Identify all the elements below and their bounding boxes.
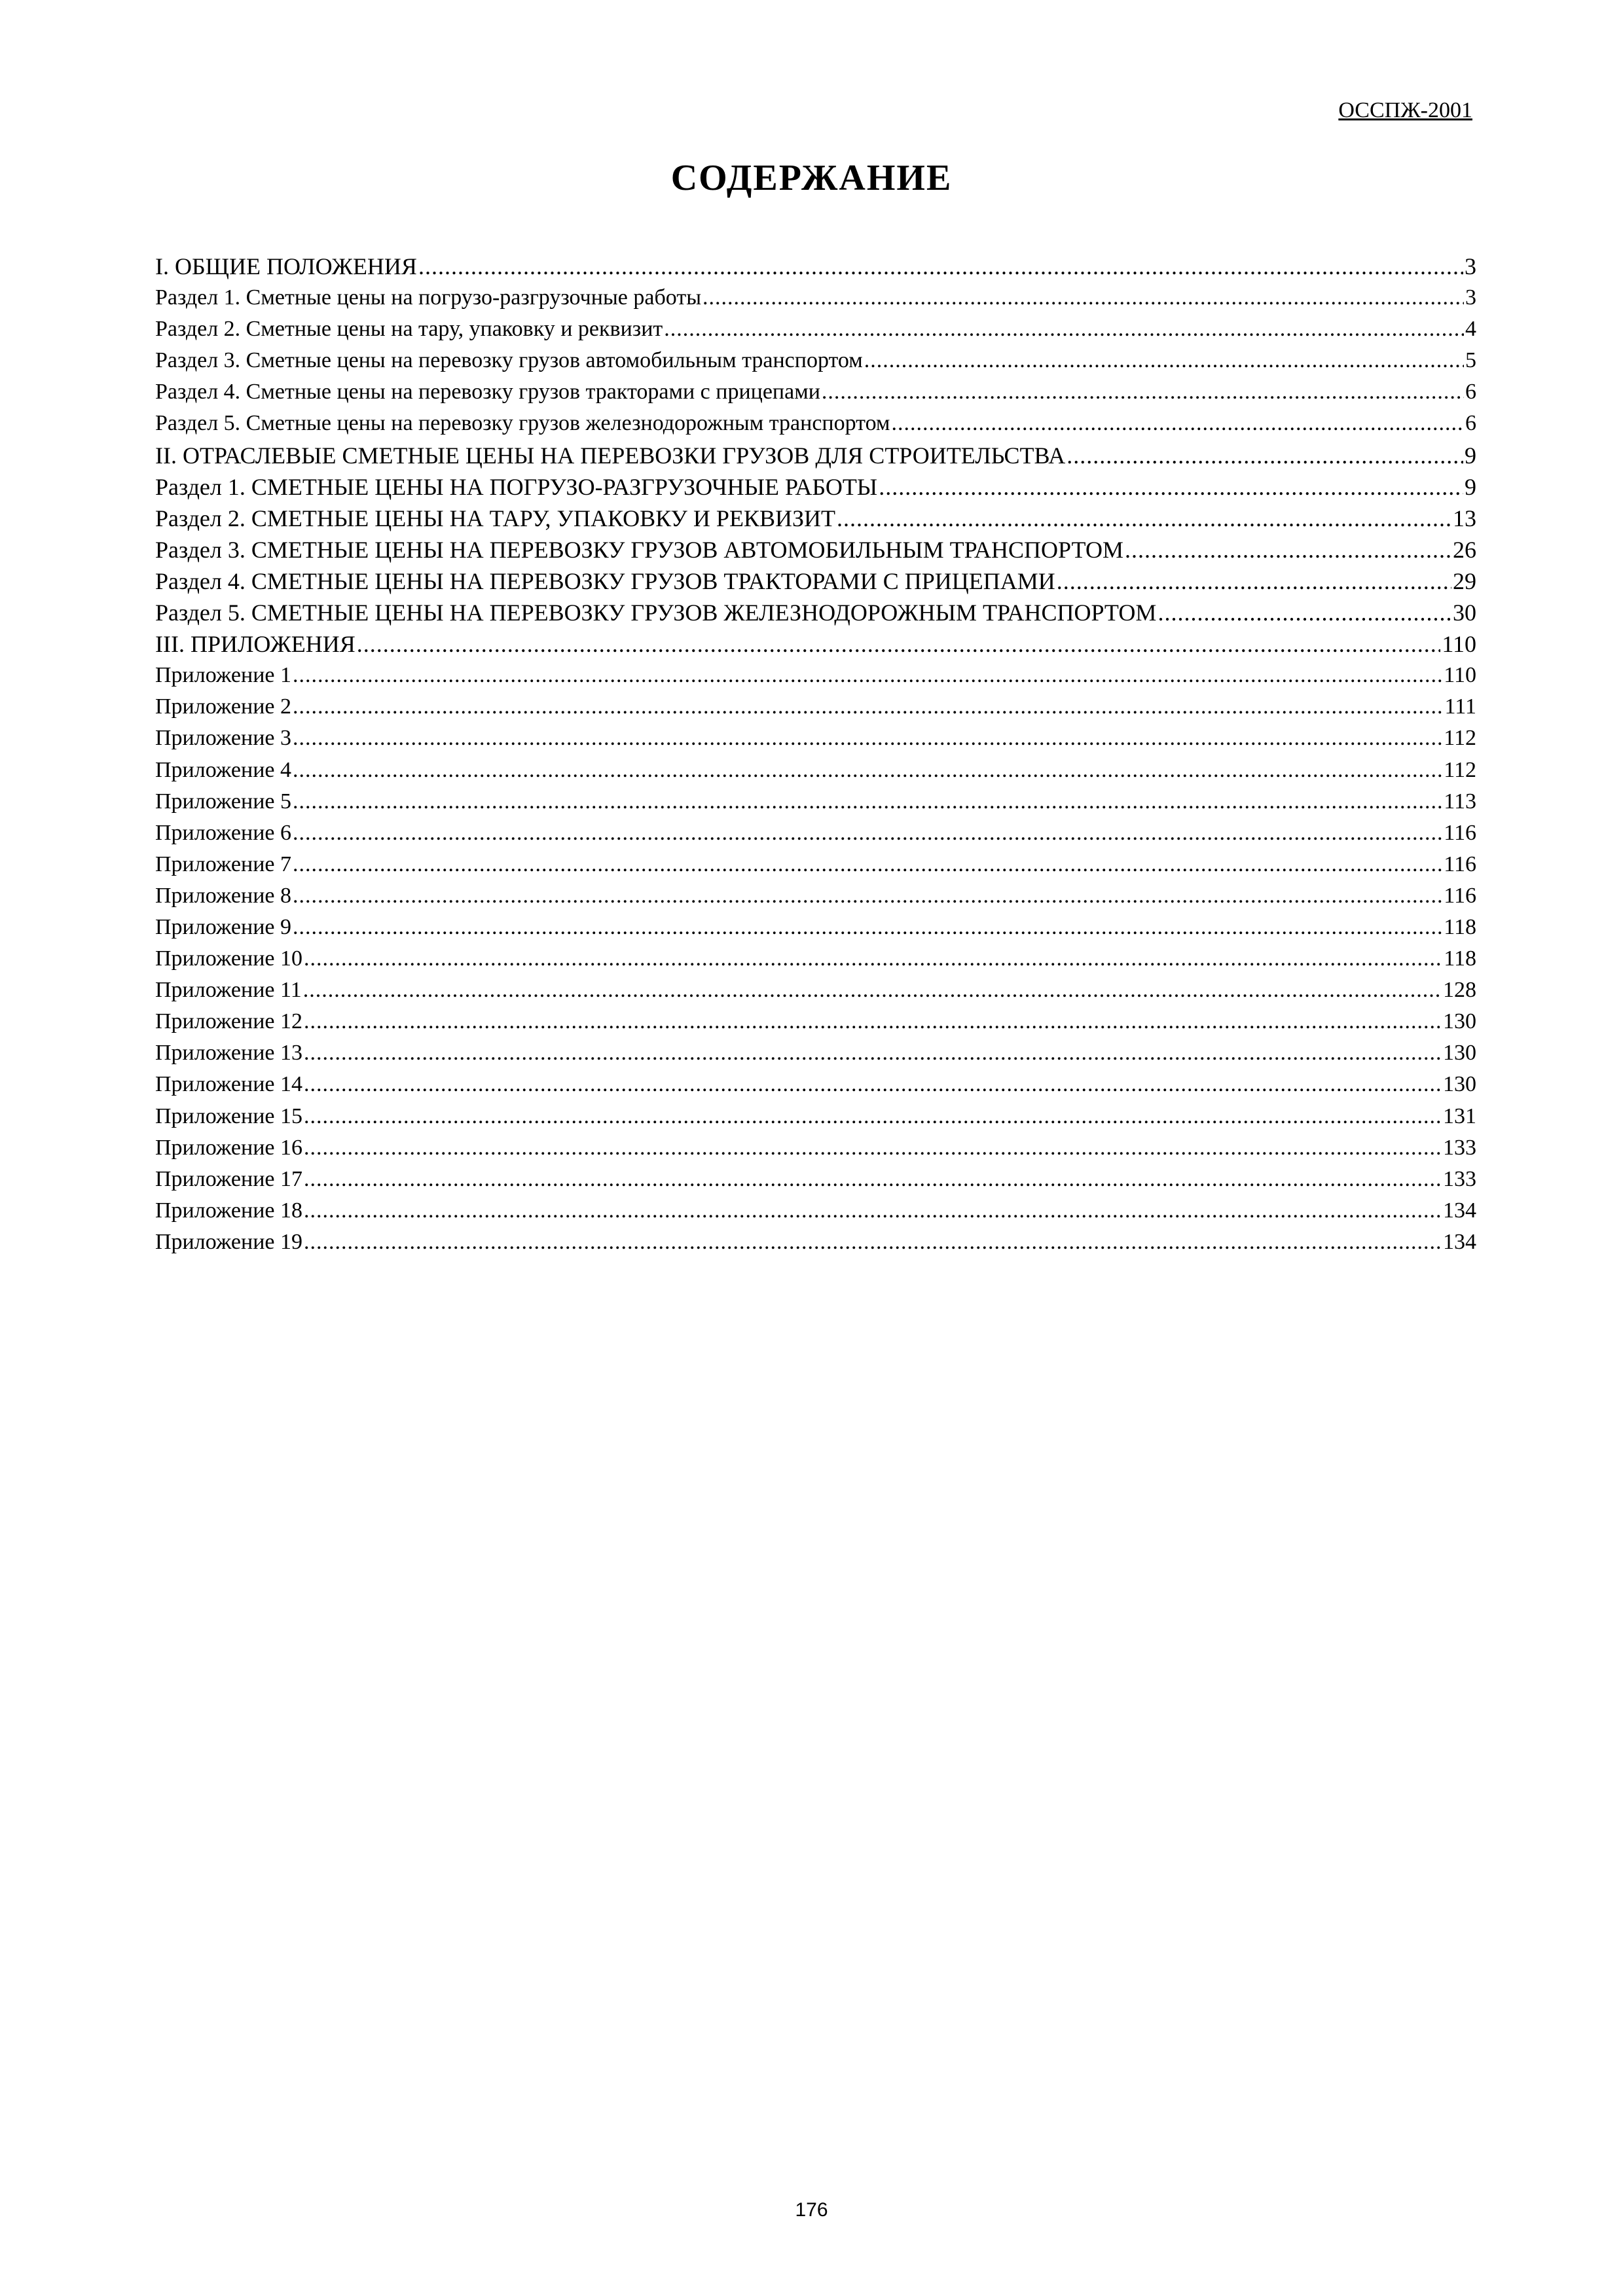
toc-entry[interactable] [155,345,1476,376]
toc-entry-label: Раздел 2. СМЕТНЫЕ ЦЕНЫ НА ТАРУ, УПАКОВКУ И РЕКВИЗИТ [155,505,835,531]
toc-entry-label: Раздел 3. Сметные цены на перевозку грузов автомобильным транспортом [155,348,863,373]
toc-entry[interactable] [155,408,1476,439]
toc-entry[interactable] [155,628,1476,660]
toc-entry-label: Раздел 5. Сметные цены на перевозку грузов железнодорожным транспортом [155,411,890,436]
toc-entry-page: 9 [1465,442,1476,469]
dot-leader [304,1037,1442,1069]
toc-entry-page: 134 [1443,1229,1476,1254]
toc-entry[interactable] [155,1037,1476,1069]
dot-leader [293,786,1442,817]
toc-entry-label: Приложение 10 [155,946,302,971]
dot-leader [293,849,1442,880]
toc-entry[interactable] [155,282,1476,314]
toc-entry-page: 133 [1443,1166,1476,1191]
toc-entry-page: 110 [1442,631,1476,658]
toc-entry-page: 111 [1444,694,1476,719]
toc-entry-label: Приложение 5 [155,789,291,814]
toc-entry-label: Приложение 8 [155,883,291,908]
toc-entry-label: Раздел 1. СМЕТНЫЕ ЦЕНЫ НА ПОГРУЗО-РАЗГРУЗОЧНЫЕ РАБОТЫ [155,473,878,500]
toc-entry-page: 29 [1453,567,1476,594]
toc-entry-label: Раздел 4. Сметные цены на перевозку грузов тракторами с прицепами [155,380,820,404]
toc-entry[interactable] [155,1101,1476,1132]
dot-leader [1067,440,1463,471]
toc-entry-page: 113 [1444,789,1476,814]
toc-entry-label: Приложение 6 [155,820,291,845]
toc-entry[interactable] [155,943,1476,975]
toc-entry-label: Приложение 13 [155,1041,302,1066]
dot-leader [293,817,1442,849]
dot-leader [357,628,1441,660]
toc-entry-label: III. ПРИЛОЖЕНИЯ [155,631,356,658]
dot-leader [304,1195,1442,1227]
toc-entry-page: 118 [1444,914,1476,939]
dot-leader [304,1101,1442,1132]
toc-entry-page: 130 [1443,1072,1476,1097]
toc-entry[interactable] [155,471,1476,503]
toc-entry-label: Приложение 7 [155,852,291,876]
toc-entry[interactable] [155,440,1476,471]
toc-entry-label: Раздел 1. Сметные цены на погрузо-разгрузочные работы [155,285,702,310]
toc-entry[interactable] [155,975,1476,1006]
toc-entry-label: Приложение 3 [155,726,291,751]
toc-entry[interactable] [155,912,1476,943]
toc-entry-label: Приложение 12 [155,1009,302,1034]
toc-entry[interactable] [155,1164,1476,1195]
dot-leader [293,755,1442,786]
dot-leader [293,660,1442,691]
dot-leader [293,880,1442,912]
dot-leader [891,408,1464,439]
toc-entry-page: 3 [1465,253,1476,279]
toc-entry-page: 5 [1465,348,1476,373]
toc-entry[interactable] [155,691,1476,723]
toc-entry[interactable] [155,880,1476,912]
toc-entry[interactable] [155,817,1476,849]
toc-entry-page: 130 [1443,1041,1476,1066]
toc-entry-label: I. ОБЩИЕ ПОЛОЖЕНИЯ [155,253,417,279]
toc-entry-page: 118 [1444,946,1476,971]
toc-entry[interactable] [155,376,1476,408]
dot-leader [304,1164,1442,1195]
dot-leader [1057,565,1451,597]
dot-leader [304,1069,1442,1100]
toc-entry-label: Приложение 15 [155,1103,302,1128]
toc-entry-label: Раздел 2. Сметные цены на тару, упаковку и реквизит [155,317,663,342]
toc-entry-label: Приложение 1 [155,663,291,688]
dot-leader [303,975,1442,1006]
dot-leader [293,912,1442,943]
toc-entry[interactable] [155,755,1476,786]
dot-leader [418,251,1463,282]
toc-entry-page: 13 [1453,505,1476,531]
toc-entry-label: Раздел 4. СМЕТНЫЕ ЦЕНЫ НА ПЕРЕВОЗКУ ГРУЗОВ ТРАКТОРАМИ С ПРИЦЕПАМИ [155,567,1055,594]
toc-entry-page: 6 [1465,411,1476,436]
toc-entry-label: Приложение 19 [155,1229,302,1254]
toc-entry-label: Приложение 18 [155,1198,302,1223]
toc-entry-page: 3 [1465,285,1476,310]
toc-entry-page: 26 [1453,536,1476,563]
toc-entry[interactable] [155,849,1476,880]
toc-entry-label: Приложение 4 [155,757,291,782]
toc-entry-page: 110 [1444,663,1476,688]
toc-entry[interactable] [155,251,1476,282]
dot-leader [293,691,1444,723]
toc-entry-page: 6 [1465,380,1476,404]
toc-entry[interactable] [155,314,1476,345]
toc-entry[interactable] [155,723,1476,754]
dot-leader [304,1227,1442,1258]
dot-leader [1158,597,1451,628]
table-of-contents [155,251,1476,1258]
toc-entry-page: 116 [1444,820,1476,845]
dot-leader [1125,534,1451,565]
toc-entry[interactable] [155,786,1476,817]
toc-entry-page: 128 [1443,978,1476,1003]
toc-entry-page: 9 [1465,473,1476,500]
dot-leader [304,1006,1442,1037]
toc-entry-page: 112 [1444,757,1476,782]
dot-leader [304,1132,1442,1164]
toc-entry-label: Приложение 11 [155,978,302,1003]
document-code: ОССПЖ-2001 [1338,98,1472,122]
toc-entry-page: 30 [1453,600,1476,626]
toc-entry[interactable] [155,1195,1476,1227]
page-number: 176 [795,2199,828,2221]
toc-entry[interactable] [155,1006,1476,1037]
toc-entry-page: 131 [1443,1103,1476,1128]
toc-entry[interactable] [155,1132,1476,1164]
page-title: СОДЕРЖАНИЕ [670,158,953,198]
toc-entry-label: Приложение 9 [155,914,291,939]
toc-entry-page: 4 [1465,317,1476,342]
toc-entry[interactable] [155,503,1476,534]
toc-entry[interactable] [155,1069,1476,1100]
toc-entry-page: 133 [1443,1135,1476,1160]
toc-entry-label: Раздел 5. СМЕТНЫЕ ЦЕНЫ НА ПЕРЕВОЗКУ ГРУЗОВ ЖЕЛЕЗНОДОРОЖНЫМ ТРАНСПОРТОМ [155,600,1157,626]
dot-leader [879,471,1463,503]
toc-entry-page: 116 [1444,852,1476,876]
dot-leader [702,282,1464,314]
dot-leader [664,314,1464,345]
toc-entry-page: 134 [1443,1198,1476,1223]
toc-entry[interactable] [155,660,1476,691]
toc-entry[interactable] [155,1227,1476,1258]
toc-entry[interactable] [155,534,1476,565]
dot-leader [293,723,1442,754]
toc-entry-page: 116 [1444,883,1476,908]
toc-entry-label: Приложение 14 [155,1072,302,1097]
dot-leader [822,376,1464,408]
toc-entry-label: Приложение 17 [155,1166,302,1191]
toc-entry[interactable] [155,565,1476,597]
toc-entry-label: Приложение 16 [155,1135,302,1160]
toc-entry-label: II. ОТРАСЛЕВЫЕ СМЕТНЫЕ ЦЕНЫ НА ПЕРЕВОЗКИ ГРУЗОВ ДЛЯ СТРОИТЕЛЬСТВА [155,442,1066,469]
toc-entry[interactable] [155,597,1476,628]
toc-entry-label: Приложение 2 [155,694,291,719]
dot-leader [864,345,1464,376]
toc-entry-page: 112 [1444,726,1476,751]
toc-entry-page: 130 [1443,1009,1476,1034]
dot-leader [837,503,1451,534]
dot-leader [304,943,1442,975]
toc-entry-label: Раздел 3. СМЕТНЫЕ ЦЕНЫ НА ПЕРЕВОЗКУ ГРУЗОВ АВТОМОБИЛЬНЫМ ТРАНСПОРТОМ [155,536,1124,563]
